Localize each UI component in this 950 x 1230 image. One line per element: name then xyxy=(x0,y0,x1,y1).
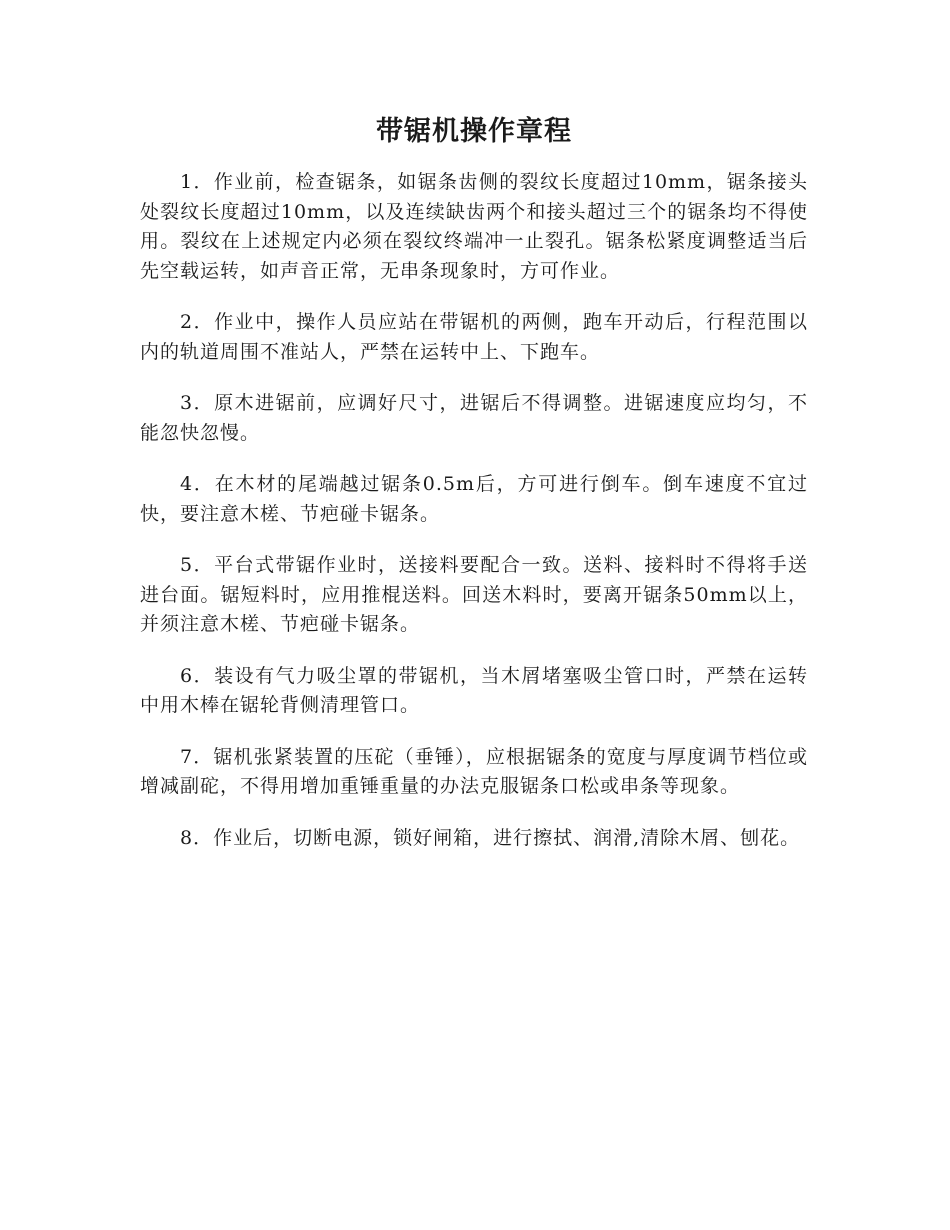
paragraph-2: 2．作业中，操作人员应站在带锯机的两侧，跑车开动后，行程范围以内的轨道周围不准站人，严禁在运转中上、下跑车。 xyxy=(140,311,808,363)
paragraph-6: 6．装设有气力吸尘罩的带锯机，当木屑堵塞吸尘管口时，严禁在运转中用木棒在锯轮背侧清理管口。 xyxy=(140,664,808,716)
paragraph-3: 3．原木进锯前，应调好尺寸，进锯后不得调整。进锯速度应均匀，不能忽快忽慢。 xyxy=(140,392,808,444)
paragraph-7: 7．锯机张紧装置的压砣（垂锤），应根据锯条的宽度与厚度调节档位或增减副砣，不得用增加重锤重量的办法克服锯条口松或串条等现象。 xyxy=(140,745,808,797)
document-title: 带锯机操作章程 xyxy=(376,116,572,147)
document-page xyxy=(140,112,808,875)
paragraph-5: 5．平台式带锯作业时，送接料要配合一致。送料、接料时不得将手送进台面。锯短料时，应用推棍送料。回送木料时，要离开锯条50mm以上，并须注意木槎、节疤碰卡锯条。 xyxy=(140,554,808,635)
paragraph-8: 8．作业后，切断电源，锁好闸箱，进行擦拭、润滑,清除木屑、刨花。 xyxy=(180,826,801,849)
paragraph-4: 4．在木材的尾端越过锯条0.5m后，方可进行倒车。倒车速度不宜过快，要注意木槎、节疤碰卡锯条。 xyxy=(140,473,808,525)
paragraph-1: 1．作业前，检查锯条，如锯条齿侧的裂纹长度超过10mm，锯条接头处裂纹长度超过10mm，以及连续缺齿两个和接头超过三个的锯条均不得使用。裂纹在上述规定内必须在裂纹终端冲一止裂孔。锯条松紧度调整适当后先空载运转，如声音正常，无串条现象时，方可作业。 xyxy=(140,171,808,282)
